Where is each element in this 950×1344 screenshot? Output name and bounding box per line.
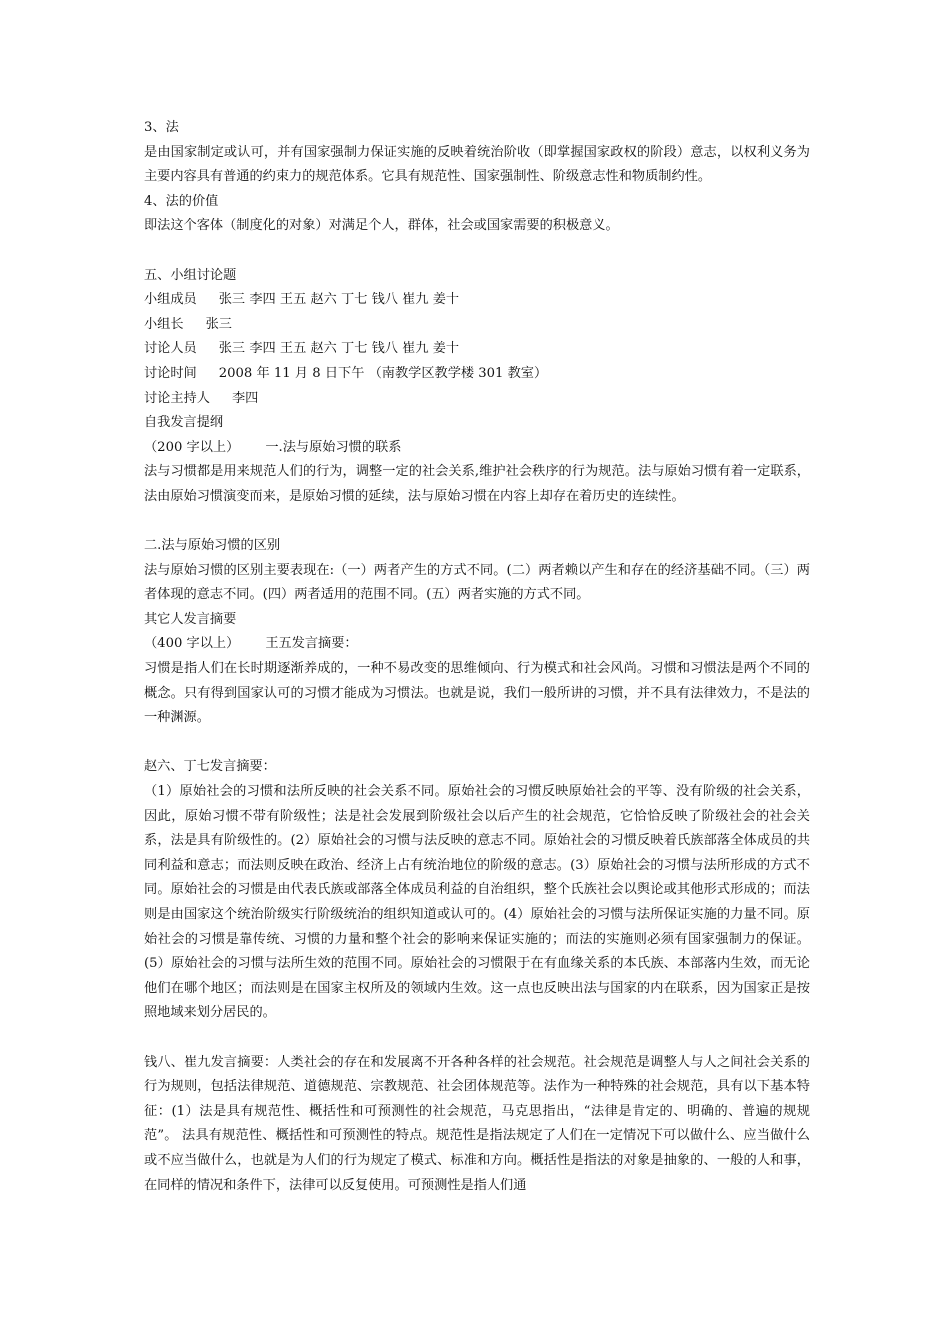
others-summary-label: 其它人发言摘要 xyxy=(144,611,237,627)
self-word-limit: （200 字以上） xyxy=(144,439,240,455)
others-summary-row xyxy=(144,632,810,657)
blank-line xyxy=(144,731,810,756)
discussion-heading: 五、小组讨论题 xyxy=(144,267,237,283)
host-row xyxy=(144,387,810,412)
discussion-time-row xyxy=(144,362,810,387)
self-topic-1: 一.法与原始习惯的联系 xyxy=(265,439,402,455)
self-text-2: 法与原始习惯的区别主要表现在:（一）两者产生的方式不同。(二）两者赖以产生和存在的经济基础不同。（三）两者体现的意志不同。(四）两者适用的范围不同。(五）两者实施的方式不同。 xyxy=(144,562,810,603)
wangwu-label: 王五发言摘要： xyxy=(265,636,358,652)
self-outline-row xyxy=(144,436,810,461)
group-leader-row xyxy=(144,313,810,338)
zhaoliu-label: 赵六、丁七发言摘要： xyxy=(144,759,276,775)
self-outline-label: 自我发言提纲 xyxy=(144,415,224,431)
host-label: 讨论主持人 xyxy=(144,390,210,406)
self-text-1: 法与习惯都是用来规范人们的行为，调整一定的社会关系,维护社会秩序的行为规范。法与原始习惯有着一定联系，法由原始习惯演变而来，是原始习惯的延续，法与原始习惯在内容上却存在着历史的连续性。 xyxy=(144,464,810,504)
group-members-label: 小组成员 xyxy=(144,292,197,308)
blank-line xyxy=(144,510,810,535)
host-value: 李四 xyxy=(231,390,259,406)
law-value-definition: 即法这个客体（制度化的对象）对满足个人，群体，社会或国家需要的积极意义。 xyxy=(144,218,619,234)
qianba-summary: 钱八、崔九发言摘要：人类社会的存在和发展离不开各种各样的社会规范。社会规范是调整人与人之间社会关系的行为规则，包括法律规范、道德规范、宗教规范、社会团体规范等。法作为一种特殊的社会规范，具有以下基本特征：(1）法是具有规范性、概括性和可预测性的社会规范，马克思指出，“法律是肯定的、明确的、普遍的规规范”。 法具有规范性、概括性和可预测性的特点。规范性是指法规定了人们在一定情况下可以做什么、应当做什么或不应当做什么，也就是为人们的行为规定了模式、标准和方向。概括性是指法的对象是抽象的、一般的人和事，在同样的情况和条件下，法律可以反复使用。可预测性是指人们通 xyxy=(144,1054,810,1193)
discussion-time-value: 2008 年 11 月 8 日下午 （南教学区教学楼 301 教室） xyxy=(218,365,548,381)
group-leader-value: 张三 xyxy=(205,316,232,332)
participants-label: 讨论人员 xyxy=(144,341,197,357)
participants-value: 张三 李四 王五 赵六 丁七 钱八 崔九 姜十 xyxy=(218,341,460,357)
participants-row xyxy=(144,337,810,362)
document-page xyxy=(144,116,810,1198)
law-definition: 是由国家制定或认可，并有国家强制力保证实施的反映着统治阶收（即掌握国家政权的阶段）意志，以权利义务为主要内容具有普通的约束力的规范体系。它具有规范性、国家强制性、阶级意志性和物质制约性。 xyxy=(144,144,810,185)
others-word-limit: （400 字以上） xyxy=(144,636,240,652)
wangwu-summary: 习惯是指人们在长时期逐渐养成的，一种不易改变的思维倾向、行为模式和社会风尚。习惯和习惯法是两个不同的概念。只有得到国家认可的习惯才能成为习惯法。也就是说，我们一般所讲的习惯，并不具有法律效力，不是法的一种渊源。 xyxy=(144,661,810,726)
law-value-heading: 4、法的价值 xyxy=(144,193,219,209)
law-heading: 3、法 xyxy=(144,120,179,135)
blank-line xyxy=(144,1026,810,1051)
group-members-row xyxy=(144,288,810,313)
discussion-time-label: 讨论时间 xyxy=(144,365,197,381)
blank-line xyxy=(144,239,810,264)
zhaoliu-summary: （1）原始社会的习惯和法所反映的社会关系不同。原始社会的习惯反映原始社会的平等、没有阶级的社会关系，因此，原始习惯不带有阶级性；法是社会发展到阶级社会以后产生的社会规范，它恰恰反映了阶级社会的社会关系，法是具有阶级性的。(2）原始社会的习惯与法反映的意志不同。原始社会的习惯反映着氏族部落全体成员的共同利益和意志；而法则反映在政治、经济上占有统治地位的阶级的意志。(3）原始社会的习惯与法所形成的方式不同。原始社会的习惯是由代表氏族或部落全体成员利益的自治组织，整个氏族社会以舆论或其他形式形成的；而法则是由国家这个统治阶级实行阶级统治的组织知道或认可的。(4）原始社会的习惯与法所保证实施的力量不同。原始社会的习惯是靠传统、习惯的力量和整个社会的影响来保证实施的；而法的实施则必须有国家强制力的保证。(5）原始社会的习惯与法所生效的范围不同。原始社会的习惯限于在有血缘关系的本氏族、本部落内生效，而无论他们在哪个地区；而法则是在国家主权所及的领域内生效。这一点也反映出法与国家的内在联系，因为国家正是按照地域来划分居民的。 xyxy=(144,784,810,1021)
group-members-value: 张三 李四 王五 赵六 丁七 钱八 崔九 姜十 xyxy=(218,292,460,308)
group-leader-label: 小组长 xyxy=(144,316,184,332)
self-topic-2: 二.法与原始习惯的区别 xyxy=(144,538,281,554)
